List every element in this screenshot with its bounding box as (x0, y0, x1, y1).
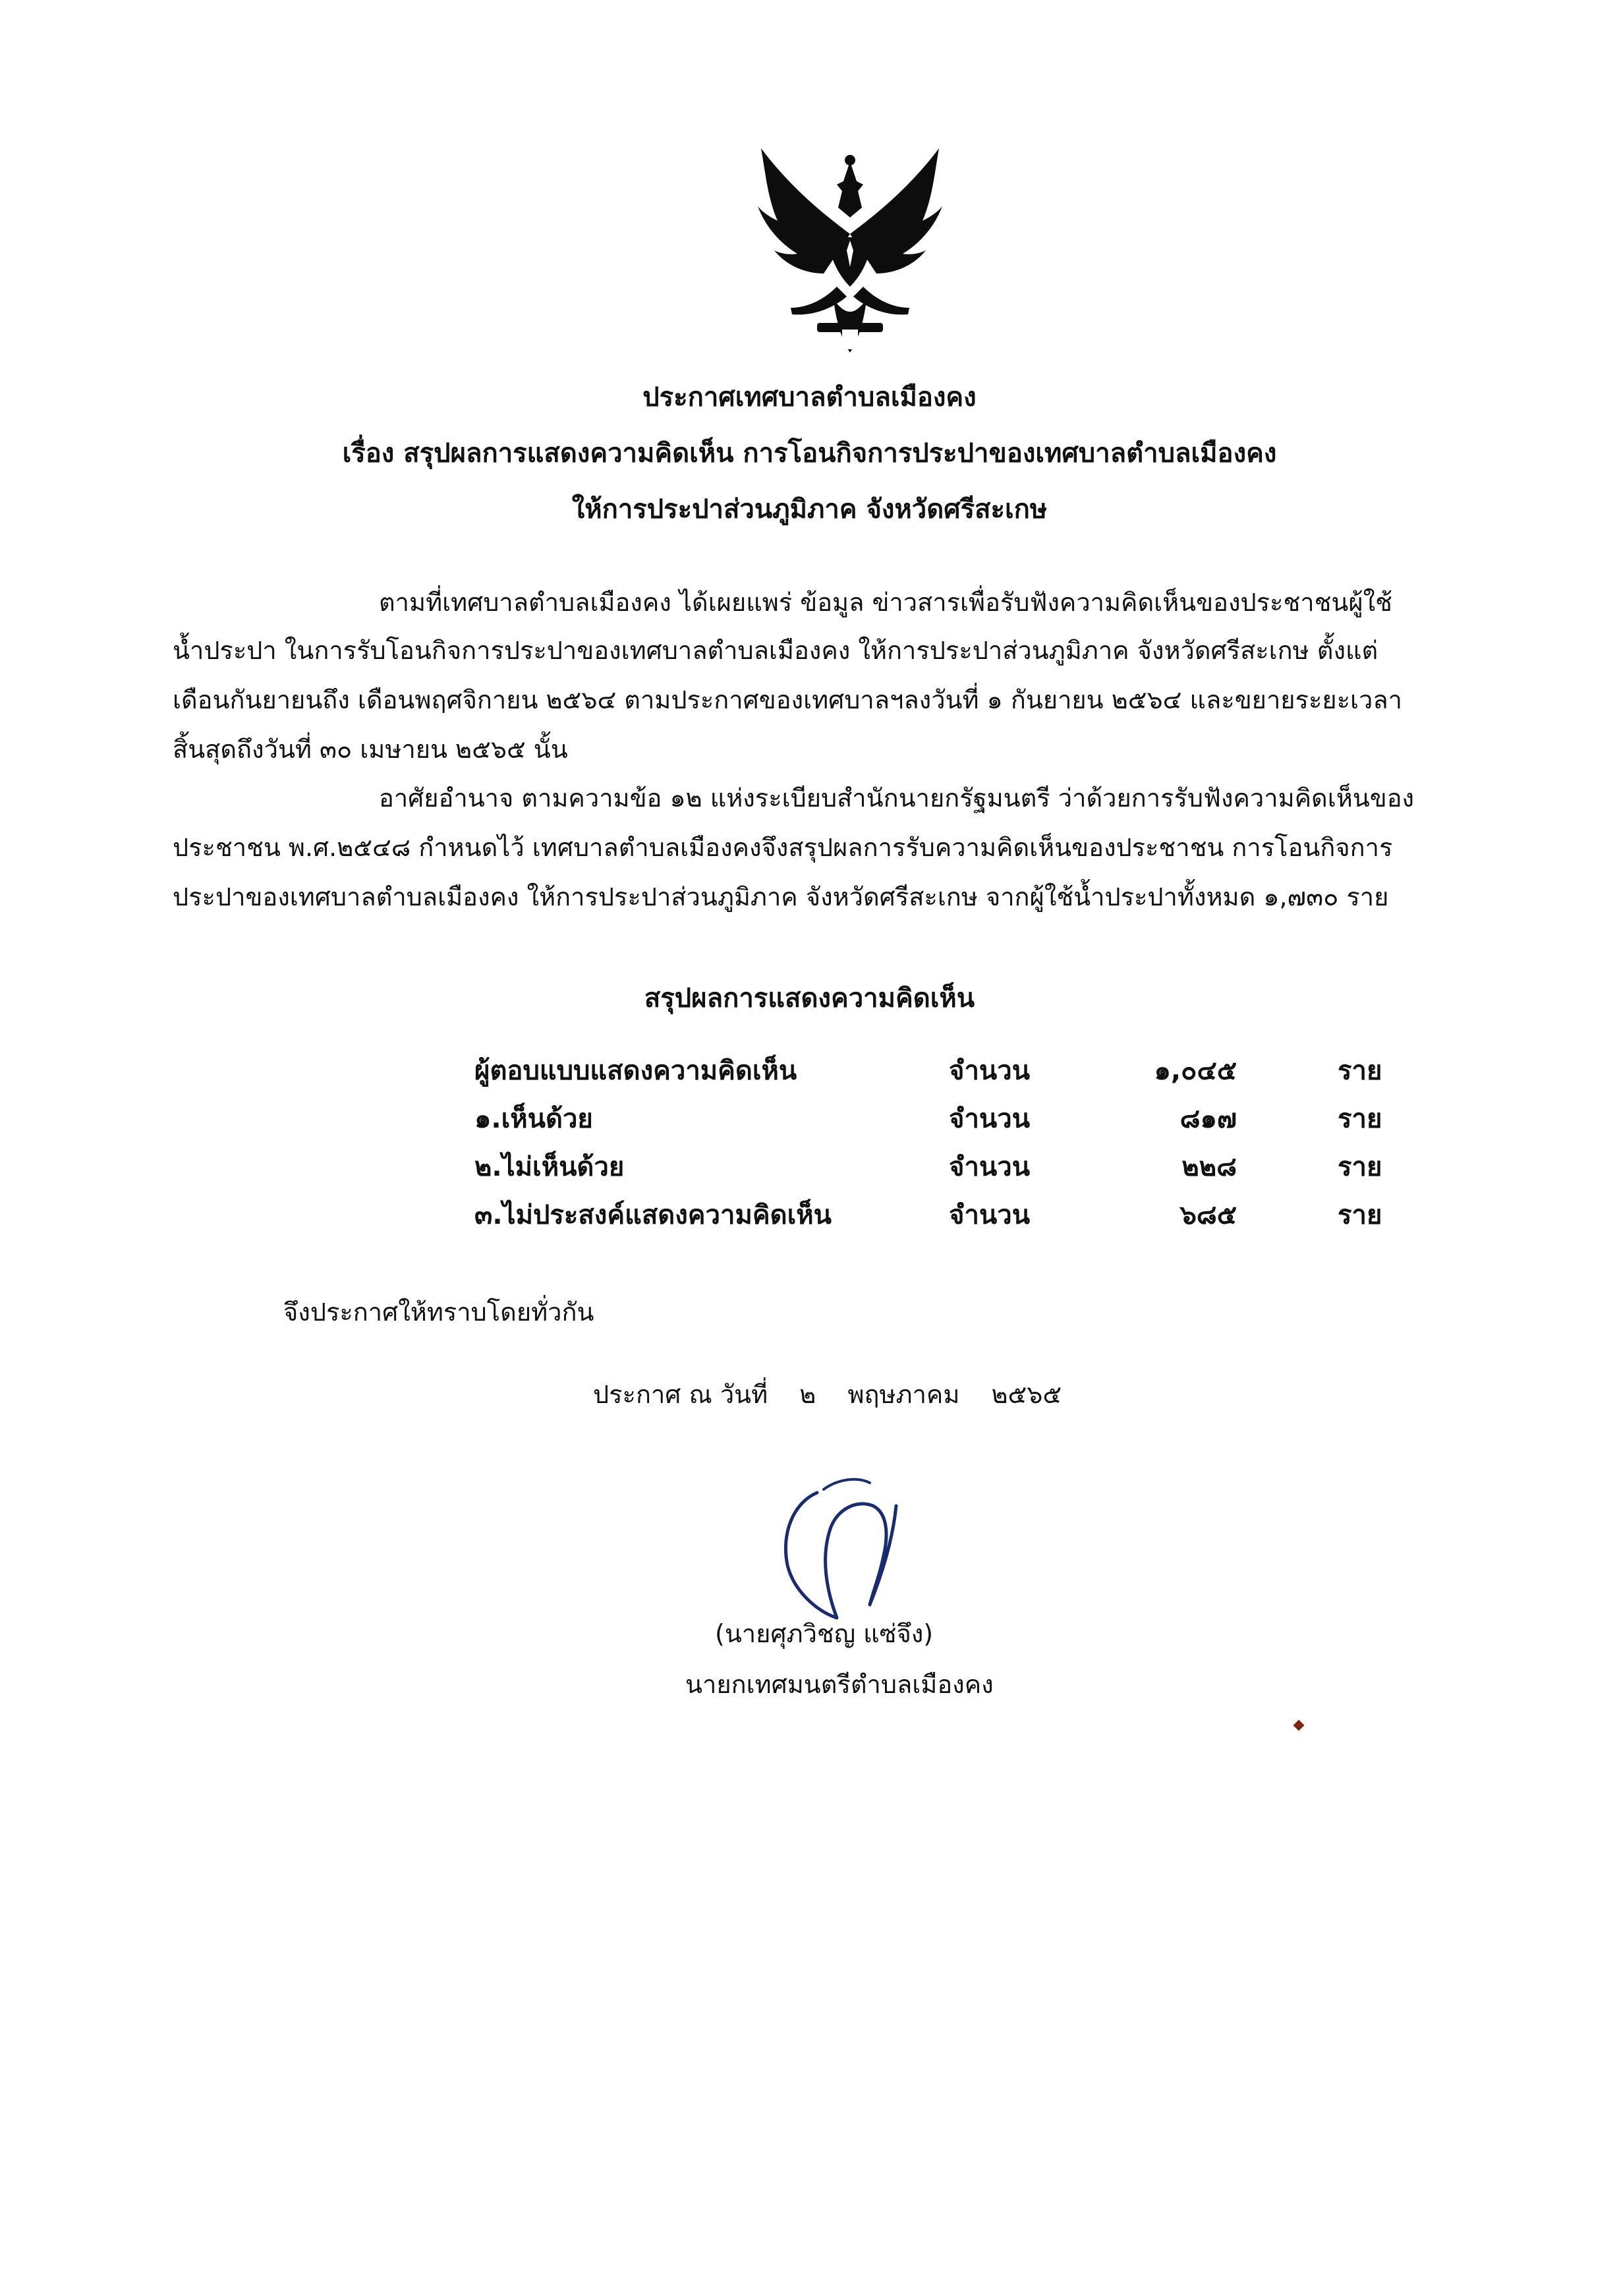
paragraph-1-line: น้ำประปา ในการรับโอนกิจการประปาของเทศบาลตำบลเมืองคง ให้การประปาส่วนภูมิภาค จังหวัดศรีสะเกษ ตั้งแต่ (173, 636, 1378, 665)
row-value: ๒๒๘ (1181, 1152, 1237, 1182)
row-count-word: จำนวน (949, 1152, 1031, 1182)
signatory-name: (นายศุภวิชญ แซ่จึง) (715, 1619, 934, 1648)
signatory-position: นายกเทศมนตรีตำบลเมืองคง (685, 1670, 994, 1699)
announcement-title: ประกาศเทศบาลตำบลเมืองคง (642, 382, 977, 413)
row-label: ๑.เห็นด้วย (474, 1104, 593, 1134)
row-unit: ราย (1338, 1200, 1382, 1230)
paragraph-2-line: อาศัยอำนาจ ตามความข้อ ๑๒ แห่งระเบียบสำนักนายกรัฐมนตรี ว่าด้วยการรับฟังความคิดเห็นของ (379, 784, 1415, 813)
paragraph-1-line: เดือนกันยายนถึง เดือนพฤศจิกายน ๒๕๖๔ ตามประกาศของเทศบาลฯลงวันที่ ๑ กันยายน ๒๕๖๔ และขยายระยะเวลา (173, 685, 1402, 714)
row-value: ๘๑๗ (1179, 1104, 1237, 1134)
row-unit: ราย (1338, 1056, 1382, 1086)
date-month: พฤษภาคม (847, 1380, 960, 1409)
table-row (0, 1049, 1619, 1089)
announcement-subject-line2: ให้การประปาส่วนภูมิภาค จังหวัดศรีสะเกษ (571, 494, 1048, 525)
date-year: ๒๕๖๕ (991, 1380, 1062, 1409)
table-row (0, 1145, 1619, 1185)
garuda-emblem-icon (751, 135, 949, 359)
closing-statement: จึงประกาศให้ทราบโดยทั่วกัน (283, 1298, 594, 1327)
table-row (0, 1097, 1619, 1137)
row-label: ๓.ไม่ประสงค์แสดงความคิดเห็น (474, 1200, 832, 1230)
date-day: ๒ (799, 1380, 816, 1409)
announcement-subject: เรื่อง สรุปผลการแสดงความคิดเห็น การโอนกิจการประปาของเทศบาลตำบลเมืองคง (342, 438, 1277, 469)
date-prefix: ประกาศ ณ วันที่ (593, 1380, 768, 1409)
row-label: ๒.ไม่เห็นด้วย (474, 1152, 625, 1182)
row-value: ๑,๐๔๕ (1154, 1056, 1237, 1086)
row-count-word: จำนวน (949, 1056, 1031, 1086)
announcement-date (593, 1374, 1062, 1414)
row-value: ๖๘๕ (1179, 1200, 1237, 1230)
summary-heading: สรุปผลการแสดงความคิดเห็น (644, 983, 975, 1014)
paragraph-1-line: สิ้นสุดถึงวันที่ ๓๐ เมษายน ๒๕๖๕ นั้น (173, 735, 568, 764)
table-row (0, 1193, 1619, 1233)
ink-speck (1293, 1720, 1305, 1731)
row-label: ผู้ตอบแบบแสดงความคิดเห็น (474, 1056, 797, 1086)
row-count-word: จำนวน (949, 1104, 1031, 1134)
paragraph-2-line: ประชาชน พ.ศ.๒๕๔๘ กำหนดไว้ เทศบาลตำบลเมืองคงจึงสรุปผลการรับความคิดเห็นของประชาชน การโอนกิจการ (173, 833, 1393, 862)
row-unit: ราย (1338, 1104, 1382, 1134)
row-unit: ราย (1338, 1152, 1382, 1182)
paragraph-2-line: ประปาของเทศบาลตำบลเมืองคง ให้การประปาส่วนภูมิภาค จังหวัดศรีสะเกษ จากผู้ใช้น้ำประปาทั้งหมด ๑,๗๓๐ ราย (173, 882, 1389, 911)
row-count-word: จำนวน (949, 1200, 1031, 1230)
paragraph-1-line: ตามที่เทศบาลตำบลเมืองคง ได้เผยแพร่ ข้อมูล ข่าวสารเพื่อรับฟังความคิดเห็นของประชาชนผู้ใช้ (379, 588, 1392, 617)
signature-mark (758, 1466, 929, 1624)
